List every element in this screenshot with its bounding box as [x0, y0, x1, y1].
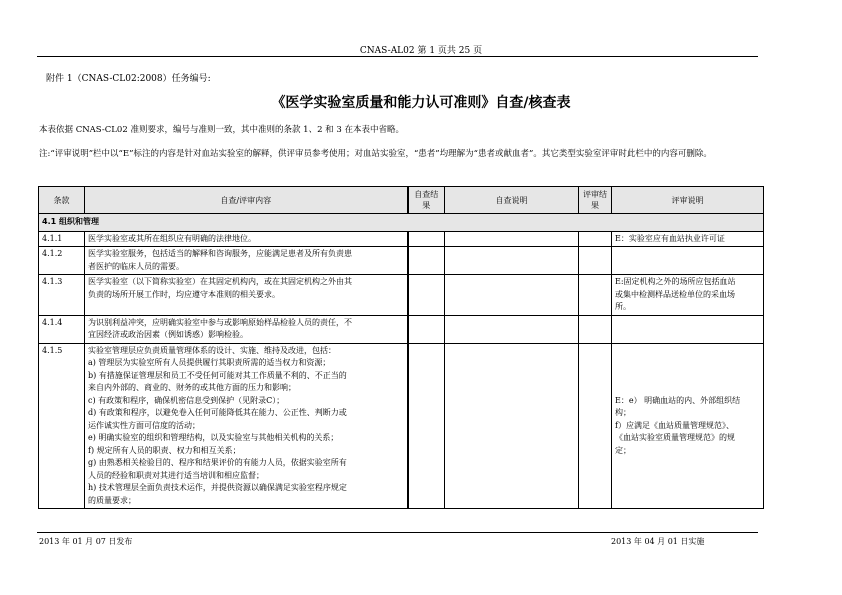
- content-line: 医学实验室服务，包括适当的解释和咨询服务，应能满足患者及所有负责患: [88, 249, 352, 258]
- review-note-cell: [612, 315, 764, 343]
- self-note-cell[interactable]: [445, 275, 579, 316]
- content-cell: [85, 315, 408, 343]
- table-row: [39, 343, 764, 509]
- content-line: c) 有政策和程序，确保机密信息受到保护（见附录C）；: [88, 395, 285, 405]
- self-result-cell[interactable]: [408, 231, 445, 247]
- content-line: 医学实验室（以下简称实验室）在其固定机构内，或在其固定机构之外由其: [88, 277, 352, 286]
- issued-date: 2013 年 01 月 07 日发布: [39, 537, 133, 546]
- clause-cell: 4.1.5: [39, 343, 85, 509]
- header-clause: 条款: [39, 187, 85, 214]
- self-result-cell[interactable]: [408, 275, 445, 316]
- self-note-cell[interactable]: [445, 247, 579, 275]
- review-note-line: f）应满足《血站质量管理规范》、: [615, 420, 734, 430]
- review-note-line: 构；: [615, 408, 631, 417]
- content-cell: [85, 231, 408, 247]
- section-row: [39, 214, 764, 232]
- content-line: 运作诚实性方面可信度的活动；: [88, 420, 200, 430]
- review-note-cell: [612, 247, 764, 275]
- content-line: 为识别利益冲突，应明确实验室中参与或影响原始样品检验人员的责任，不: [88, 317, 352, 327]
- review-note-line: E:固定机构之外的场所应包括血站: [615, 277, 736, 286]
- content-line: 者医护的临床人员的需要。: [88, 261, 184, 271]
- clause-cell: 4.1.4: [39, 315, 85, 343]
- content-line: 医学实验室或其所在组织应有明确的法律地位。: [88, 233, 256, 243]
- content-cell: [85, 343, 408, 509]
- footer-divider: [37, 532, 758, 533]
- self-result-cell[interactable]: [408, 247, 445, 275]
- content-line: 来自内外部的、商业的、财务的或其他方面的压力和影响；: [88, 383, 296, 392]
- header-self-result: 自查结果: [408, 187, 445, 214]
- header-divider: [37, 56, 758, 57]
- review-note-line: E：实验室应有血站执业许可证: [615, 233, 725, 243]
- content-line: b) 有措施保证管理层和员工不受任何可能对其工作质量不利的、不正当的: [88, 370, 347, 380]
- review-note-line: E：e） 明确血站的内、外部组织结: [615, 395, 741, 405]
- self-result-cell[interactable]: [408, 343, 445, 509]
- self-note-cell[interactable]: [445, 315, 579, 343]
- content-line: e) 明确实验室的组织和管理结构，以及实验室与其他相关机构的关系；: [88, 433, 339, 442]
- review-note-line: 或集中检测样品送检单位的采血场: [615, 289, 735, 299]
- self-note-cell[interactable]: [445, 343, 579, 509]
- review-note-cell: [612, 275, 764, 316]
- header-self-note: 自查说明: [445, 187, 579, 214]
- content-line: 实验室管理层应负责质量管理体系的设计、实施、维持及改进，包括：: [88, 345, 336, 355]
- section-title: 4.1 组织和管理: [39, 214, 764, 232]
- header-review-note: 评审说明: [612, 187, 764, 214]
- content-line: 宜因经济或政治因素（例如诱惑）影响检验。: [88, 330, 248, 339]
- table-header-row: [39, 187, 764, 214]
- table-row: [39, 247, 764, 275]
- content-line: h) 技术管理层全面负责技术运作，并提供资源以确保满足实验室程序规定: [88, 483, 347, 492]
- content-line: 负责的场所开展工作时，均应遵守本准则的相关要求。: [88, 289, 280, 299]
- content-line: g) 由熟悉相关检验目的、程序和结果评价的有能力人员，依据实验室所有: [88, 458, 347, 467]
- review-result-cell[interactable]: [579, 275, 612, 316]
- effective-date: 2013 年 04 月 01 日实施: [611, 537, 705, 546]
- review-note-line: 《血站实验室质量管理规范》的规: [615, 433, 735, 442]
- review-result-cell[interactable]: [579, 247, 612, 275]
- self-result-cell[interactable]: [408, 315, 445, 343]
- checklist-table: [38, 186, 764, 509]
- clause-cell: 4.1.2: [39, 247, 85, 275]
- document-title: 《医学实验室质量和能力认可准则》自查/核查表: [271, 95, 571, 111]
- clause-cell: 4.1.1: [39, 231, 85, 247]
- review-result-cell[interactable]: [579, 343, 612, 509]
- content-line: 人员的经验和职责对其进行适当培训和相应监督；: [88, 470, 264, 480]
- self-note-cell[interactable]: [445, 231, 579, 247]
- review-note-line: 定；: [615, 445, 631, 455]
- header-content: 自查/评审内容: [85, 187, 408, 214]
- content-line: d) 有政策和程序，以避免卷入任何可能降低其在能力、公正性、判断力或: [88, 408, 347, 417]
- table-row: [39, 275, 764, 316]
- content-line: f) 规定所有人员的职责、权力和相互关系；: [88, 445, 241, 455]
- header-review-result: 评审结果: [579, 187, 612, 214]
- review-note-cell: [612, 231, 764, 247]
- content-spacer: [88, 301, 407, 314]
- note-text: 注:“评审说明”栏中以“E”标注的内容是针对血站实验室的解释，供评审员参考使用；对血站实验室，“患者”均理解为“患者或献血者”。其它类型实验室评审时此栏中的内容可删除。: [39, 149, 712, 159]
- page-header: CNAS-AL02 第 1 页共 25 页: [359, 46, 483, 56]
- annex-label: 附件 1（CNAS-CL02:2008）任务编号:: [46, 74, 211, 84]
- content-line: 的质量要求；: [88, 495, 136, 505]
- review-note-cell: [612, 343, 764, 509]
- content-line: a) 管理层为实验室所有人员提供履行其职责所需的适当权力和资源；: [88, 358, 331, 367]
- review-note-line: 所。: [615, 302, 631, 311]
- table-row: [39, 231, 764, 247]
- content-cell: [85, 275, 408, 316]
- content-cell: [85, 247, 408, 275]
- table-row: [39, 315, 764, 343]
- clause-cell: 4.1.3: [39, 275, 85, 316]
- review-result-cell[interactable]: [579, 231, 612, 247]
- review-result-cell[interactable]: [579, 315, 612, 343]
- intro-text: 本表依据 CNAS-CL02 准则要求，编号与准则一致，其中准则的条款 1、2 和 3 在本表中省略。: [39, 125, 404, 135]
